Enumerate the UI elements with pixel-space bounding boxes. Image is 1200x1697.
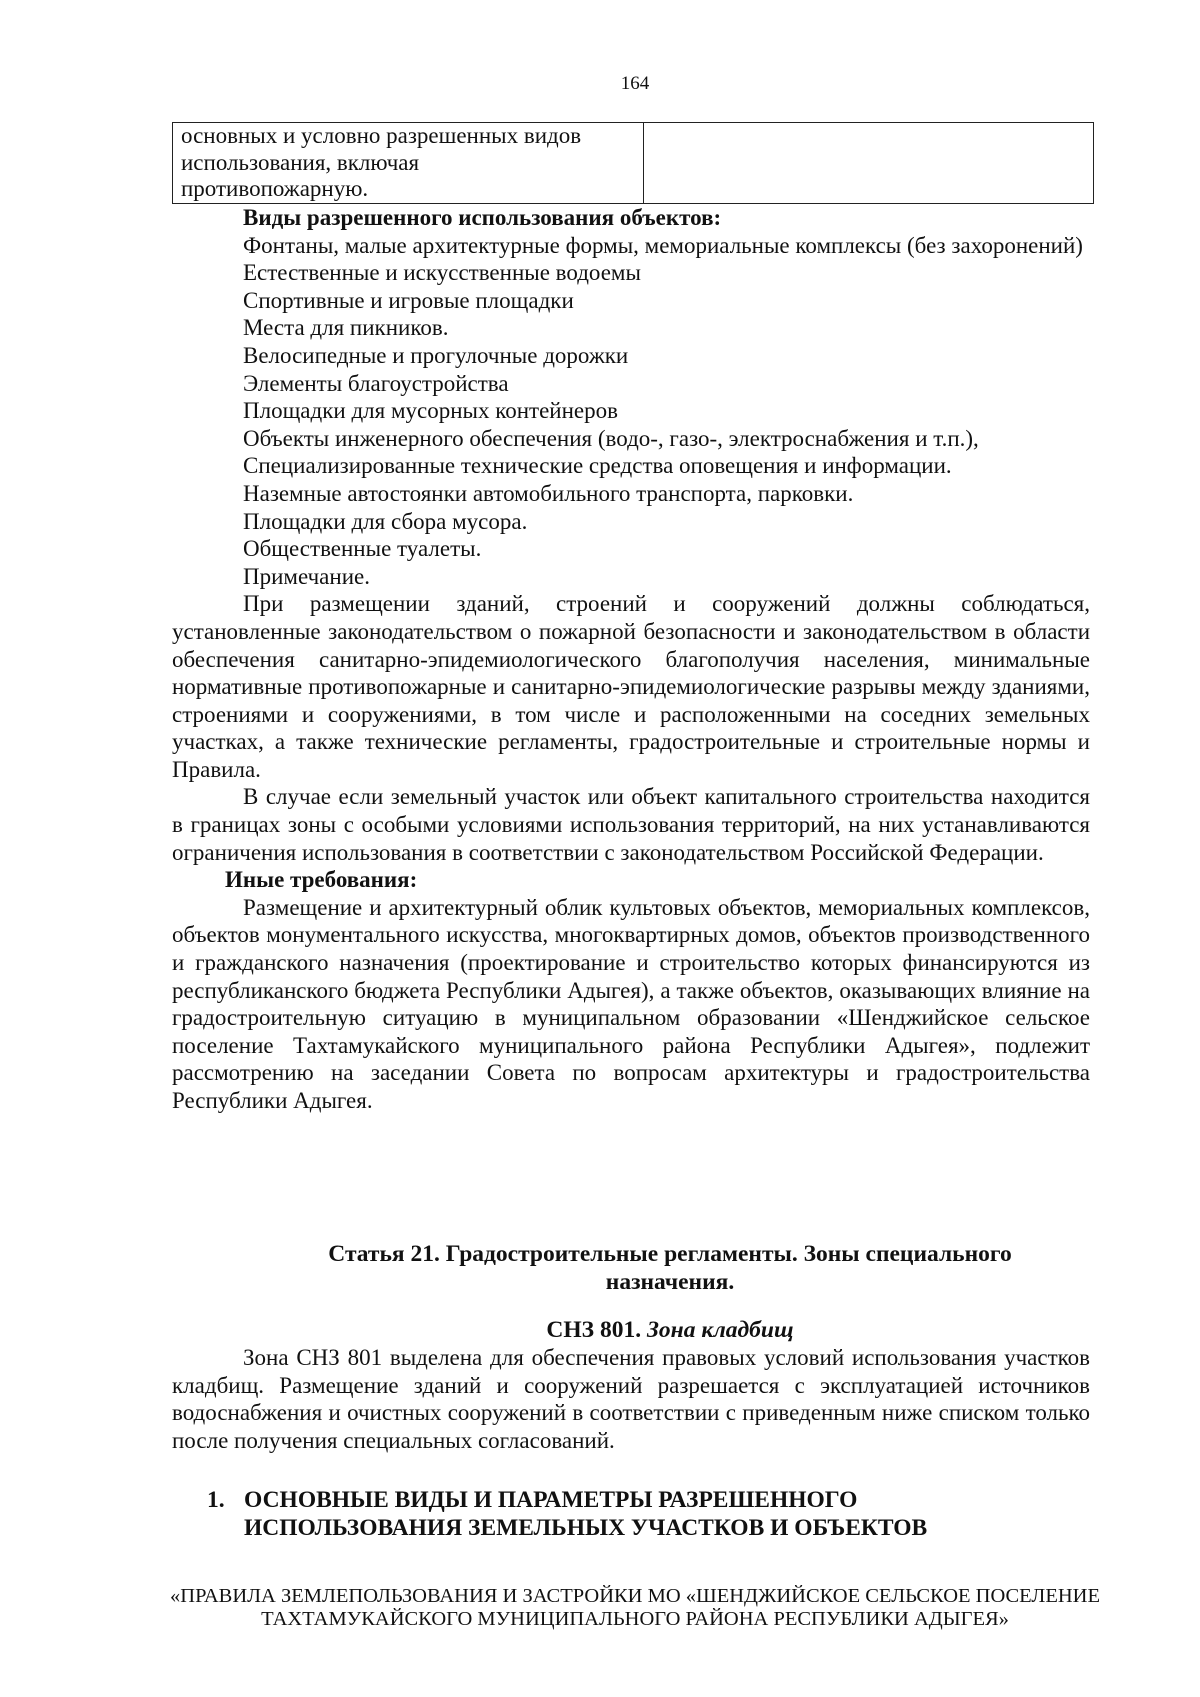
table-cell-right: [644, 123, 1094, 204]
note-paragraph: В случае если земельный участок или объект капитального строительства находится в границах зоны с особыми условиями использования территорий, на них устанавливаются ограничения использования в соответствии с законодательством Российской Федерации.: [172, 784, 1090, 865]
other-requirements-paragraph: Размещение и архитектурный облик культовых объектов, мемориальных комплексов, объектов монументального искусства, многоквартирных домов, объектов производственного и гражданского назначения (проектирование и строительство которых финансируются из республиканского бюджета Республики Адыгея), а также объектов, оказывающих влияние на градостроительную ситуацию в муниципальном образовании «Шенджийское сельское поселение Тахтамукайского муниципального района Республики Адыгея», подлежит рассмотрению на заседании Совета по вопросам архитектуры и градостроительства Республики Адыгея.: [172, 894, 1090, 1113]
footer-line: ТАХТАМУКАЙСКОГО МУНИЦИПАЛЬНОГО РАЙОНА РЕСПУБЛИКИ АДЫГЕЯ»: [261, 1608, 1009, 1630]
list-item: Объекты инженерного обеспечения (водо-, газо-, электроснабжения и т.п.),: [243, 425, 979, 451]
section-number: 1.: [207, 1487, 225, 1513]
list-item: Площадки для мусорных контейнеров: [243, 398, 618, 424]
permitted-uses-heading: Виды разрешенного использования объектов:: [243, 205, 722, 230]
list-item: Места для пикников.: [243, 315, 449, 341]
article-title: [300, 1240, 1040, 1296]
zone-code: СНЗ 801.: [546, 1317, 642, 1343]
list-item: Площадки для сбора мусора.: [243, 508, 528, 534]
table-row: [173, 123, 1094, 204]
list-item: Велосипедные и прогулочные дорожки: [243, 342, 629, 368]
list-item: Общественные туалеты.: [243, 536, 482, 562]
section-title-line: ОСНОВНЫЕ ВИДЫ И ПАРАМЕТРЫ РАЗРЕШЕННОГО: [244, 1487, 858, 1513]
table-cell-line: противопожарную.: [181, 176, 369, 201]
footer-line: «ПРАВИЛА ЗЕМЛЕПОЛЬЗОВАНИЯ И ЗАСТРОЙКИ МО «ШЕНДЖИЙСКОЕ СЕЛЬСКОЕ ПОСЕЛЕНИЕ: [170, 1585, 1100, 1607]
zone-paragraph: Зона СНЗ 801 выделена для обеспечения правовых условий использования участков кладбищ. Размещение зданий и сооружений разрешается с эксплуатацией источников водоснабжения и очистных сооружений в соответствии с приведенным ниже списком только после получения специальных согласований.: [172, 1345, 1090, 1453]
article-title-line: Статья 21. Градостроительные регламенты. Зоны специального: [328, 1241, 1012, 1267]
page-footer: [0, 1585, 1200, 1631]
table-cell-left: [173, 123, 644, 204]
list-item: Элементы благоустройства: [243, 370, 509, 396]
table-fragment: [172, 122, 1094, 204]
zone-name: Зона кладбищ: [646, 1317, 794, 1343]
table-cell-line: основных и условно разрешенных видов: [181, 123, 582, 148]
list-item: Спортивные и игровые площадки: [243, 287, 574, 313]
note-paragraph: При размещении зданий, строений и сооружений должны соблюдаться, установленные законодательством о пожарной безопасности и законодательством в области обеспечения санитарно-эпидемиологического благополучия населения, минимальные нормативные противопожарные и санитарно-эпидемиологические разрывы между зданиями, строениями и сооружениями, в том числе и расположенными на соседних земельных участках, а также технические регламенты, градостроительные и строительные нормы и Правила.: [172, 591, 1090, 782]
section-title-line: ИСПОЛЬЗОВАНИЯ ЗЕМЕЛЬНЫХ УЧАСТКОВ И ОБЪЕКТОВ: [244, 1514, 928, 1541]
other-requirements-heading: Иные требования:: [225, 867, 418, 893]
zone-title: [300, 1316, 1040, 1344]
page-number: 164: [620, 73, 650, 94]
section-title: [244, 1487, 927, 1542]
article-title-line: назначения.: [605, 1269, 735, 1295]
list-item: Наземные автостоянки автомобильного транспорта, парковки.: [243, 480, 854, 506]
table-cell-line: использования, включая: [181, 149, 420, 175]
note-label: Примечание.: [243, 563, 370, 589]
permitted-uses-first-item: Фонтаны, малые архитектурные формы, мемориальные комплексы (без захоронений): [243, 232, 1083, 258]
list-item: Естественные и искусственные водоемы: [243, 260, 641, 286]
document-body: [172, 204, 1090, 1115]
list-item: Специализированные технические средства оповещения и информации.: [243, 453, 952, 479]
